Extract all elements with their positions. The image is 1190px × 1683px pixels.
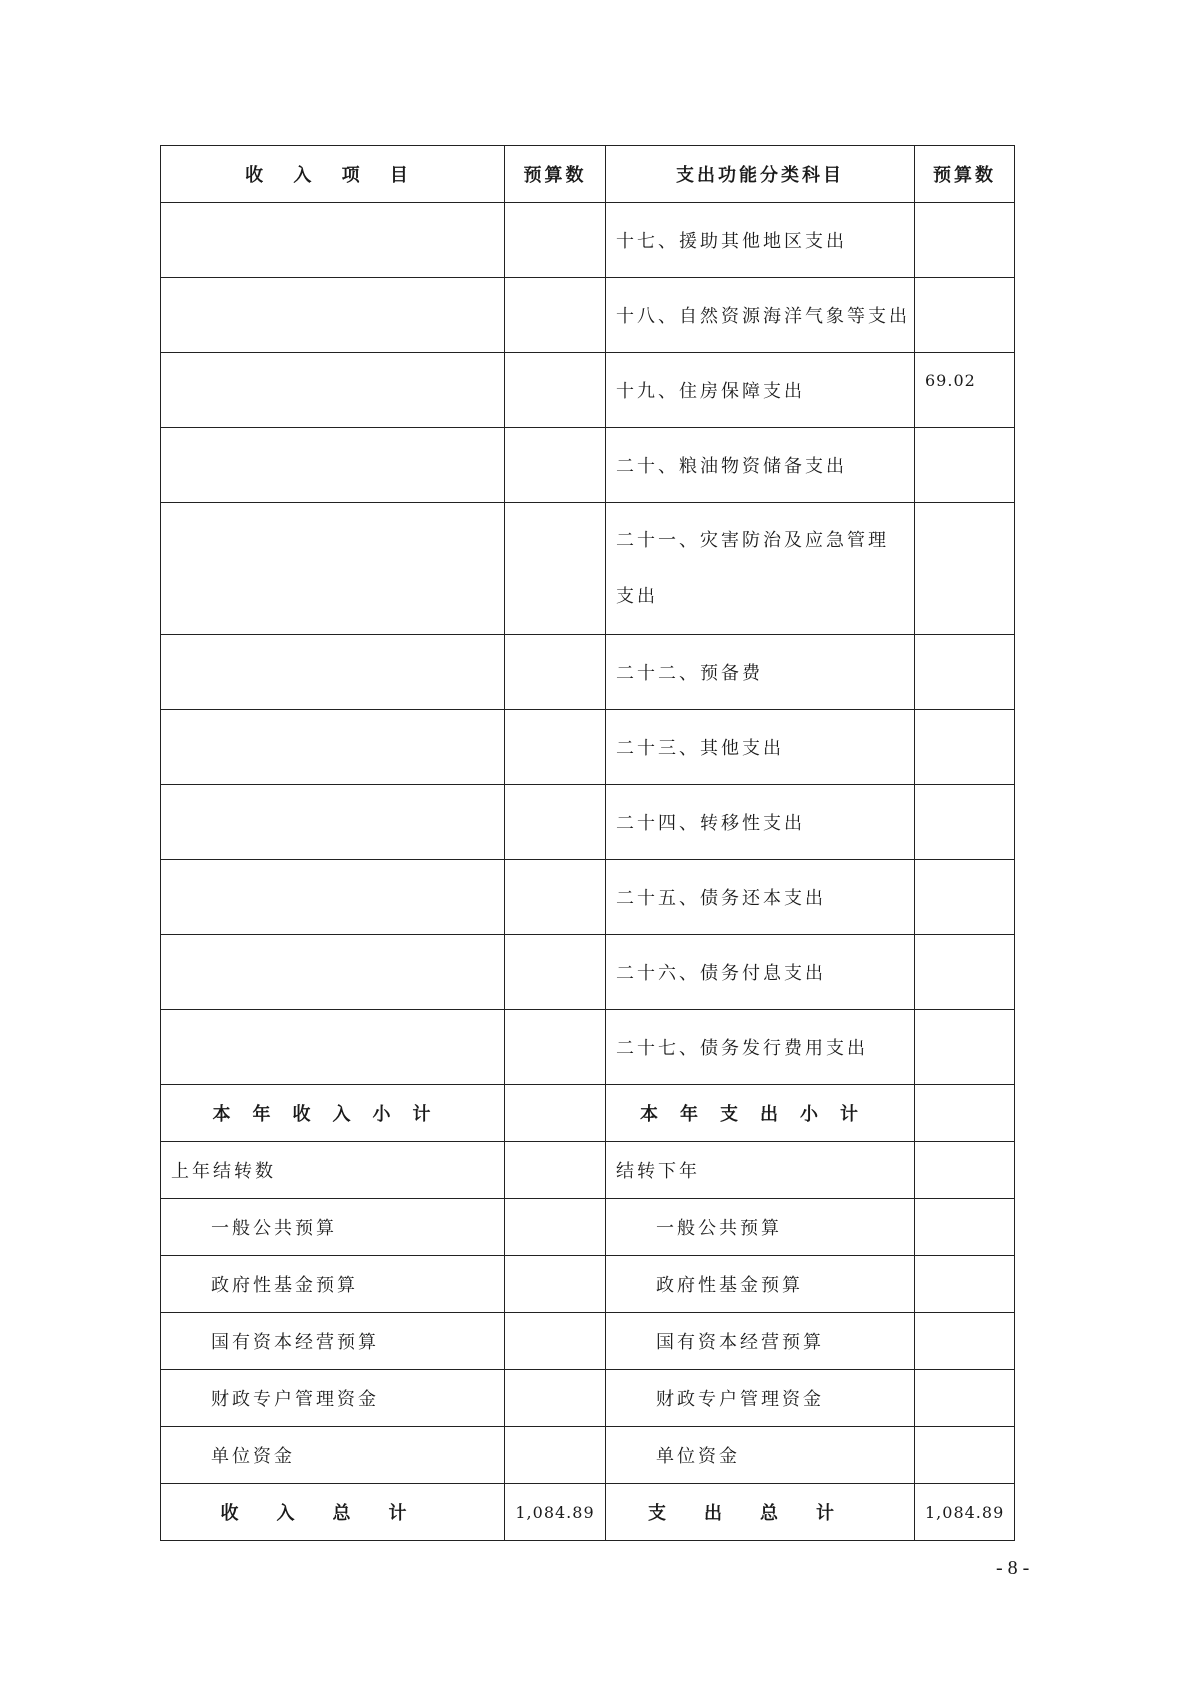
income-budget-cell [505,860,606,935]
expense-total-label: 支出总计 [606,1484,915,1541]
expense-subtotal-value [915,1085,1015,1142]
expense-item-cell: 十八、自然资源海洋气象等支出 [606,278,915,353]
income-budget-cell [505,278,606,353]
income-carryover-item-value [505,1256,606,1313]
income-budget-cell [505,428,606,503]
expense-budget-cell [915,785,1015,860]
income-item-cell [161,635,505,710]
income-carryover-item: 国有资本经营预算 [161,1313,505,1370]
carryover-item-row [161,1427,1015,1484]
expense-carryover-item: 财政专户管理资金 [606,1370,915,1427]
income-item-cell [161,278,505,353]
income-carryover-item: 单位资金 [161,1427,505,1484]
income-item-cell [161,503,505,635]
expense-item-cell: 二十六、债务付息支出 [606,935,915,1010]
subtotal-row [161,1085,1015,1142]
income-carryover-item-value [505,1370,606,1427]
income-carryover-value [505,1142,606,1199]
expense-carryover-item-value [915,1199,1015,1256]
table-row [161,860,1015,935]
expense-carryover-item-value [915,1427,1015,1484]
expense-item-cell: 二十一、灾害防治及应急管理支出 [606,503,915,635]
expense-budget-cell [915,935,1015,1010]
income-subtotal-label: 本年收入小计 [161,1085,505,1142]
expense-carryover-value [915,1142,1015,1199]
expense-total-value: 1,084.89 [915,1484,1015,1541]
expense-carryover-item-value [915,1313,1015,1370]
expense-budget-cell: 69.02 [915,353,1015,428]
expense-budget-cell [915,1010,1015,1085]
expense-budget-cell [915,710,1015,785]
income-item-cell [161,785,505,860]
budget-table [160,145,1015,1541]
income-budget-cell [505,785,606,860]
table-row [161,1010,1015,1085]
table-row [161,785,1015,860]
income-item-cell [161,1010,505,1085]
expense-item-cell: 二十四、转移性支出 [606,785,915,860]
income-carryover-item: 财政专户管理资金 [161,1370,505,1427]
header-expense-item: 支出功能分类科目 [606,146,915,203]
header-income-item: 收 入 项 目 [161,146,505,203]
expense-budget-cell [915,278,1015,353]
carryover-item-row [161,1313,1015,1370]
expense-carryover-item: 一般公共预算 [606,1199,915,1256]
table-row [161,503,1015,635]
income-budget-cell [505,203,606,278]
header-income-budget: 预算数 [505,146,606,203]
expense-carryover-item: 政府性基金预算 [606,1256,915,1313]
header-expense-budget: 预算数 [915,146,1015,203]
expense-item-cell: 二十、粮油物资储备支出 [606,428,915,503]
carryover-item-row [161,1256,1015,1313]
income-carryover-item-value [505,1199,606,1256]
income-carryover-item-value [505,1427,606,1484]
income-budget-cell [505,1010,606,1085]
income-item-cell [161,860,505,935]
income-item-cell [161,710,505,785]
expense-budget-cell [915,203,1015,278]
carryover-item-row [161,1199,1015,1256]
income-carryover-item-value [505,1313,606,1370]
income-total-value: 1,084.89 [505,1484,606,1541]
income-item-cell [161,935,505,1010]
expense-budget-cell [915,428,1015,503]
carryover-item-row [161,1370,1015,1427]
income-carryover-item: 一般公共预算 [161,1199,505,1256]
income-item-cell [161,428,505,503]
expense-carryover-item-value [915,1256,1015,1313]
expense-item-cell: 二十七、债务发行费用支出 [606,1010,915,1085]
table-row [161,935,1015,1010]
expense-carryover-item-value [915,1370,1015,1427]
income-item-cell [161,203,505,278]
expense-carryover-label: 结转下年 [606,1142,915,1199]
table-row [161,278,1015,353]
income-carryover-item: 政府性基金预算 [161,1256,505,1313]
expense-item-cell: 二十五、债务还本支出 [606,860,915,935]
income-budget-cell [505,935,606,1010]
total-row [161,1484,1015,1541]
table-row [161,203,1015,278]
table-row [161,428,1015,503]
expense-budget-cell [915,503,1015,635]
expense-budget-cell [915,635,1015,710]
carryover-row [161,1142,1015,1199]
table-row [161,635,1015,710]
expense-item-cell: 二十二、预备费 [606,635,915,710]
income-budget-cell [505,635,606,710]
income-budget-cell [505,503,606,635]
expense-carryover-item: 国有资本经营预算 [606,1313,915,1370]
page-number: - 8 - [996,1557,1030,1579]
expense-carryover-item: 单位资金 [606,1427,915,1484]
income-carryover-label: 上年结转数 [161,1142,505,1199]
expense-item-cell: 十七、援助其他地区支出 [606,203,915,278]
expense-item-cell: 十九、住房保障支出 [606,353,915,428]
income-item-cell [161,353,505,428]
expense-subtotal-label: 本年支出小计 [606,1085,915,1142]
income-budget-cell [505,353,606,428]
table-row [161,353,1015,428]
expense-item-cell: 二十三、其他支出 [606,710,915,785]
income-total-label: 收入总计 [161,1484,505,1541]
expense-budget-cell [915,860,1015,935]
income-budget-cell [505,710,606,785]
income-subtotal-value [505,1085,606,1142]
table-header-row [161,146,1015,203]
table-row [161,710,1015,785]
